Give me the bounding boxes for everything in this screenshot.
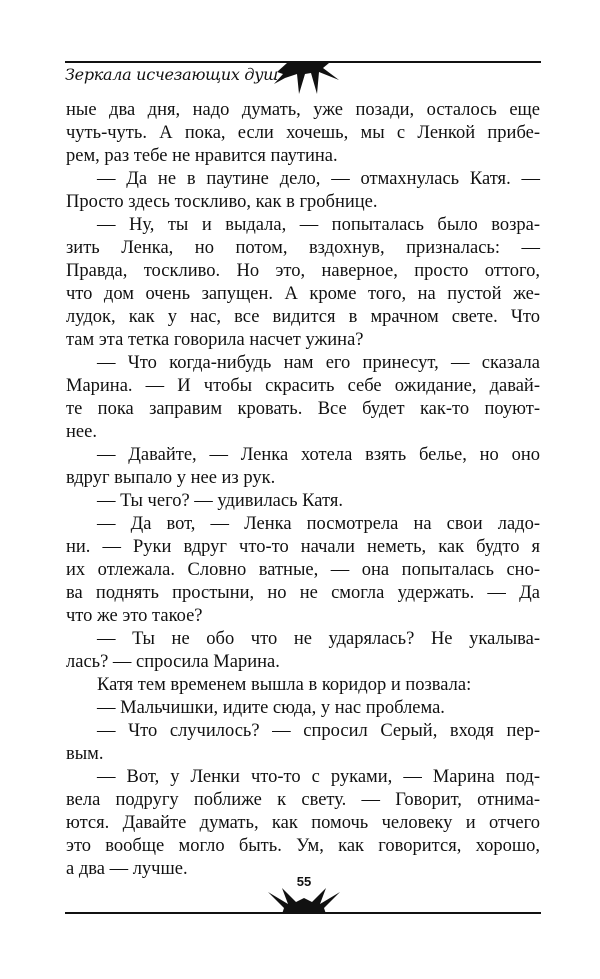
page-footer bbox=[65, 872, 541, 922]
text-line: — Что когда-нибудь нам его принесут, — сказала bbox=[97, 353, 540, 373]
text-line: — Вот, у Ленки что-то с руками, — Марина под- bbox=[97, 767, 540, 787]
text-line: лась? — спросила Марина. bbox=[66, 652, 280, 672]
text-line: — Ты чего? — удивилась Катя. bbox=[97, 491, 343, 511]
text-line: ются. Давайте думать, как помочь человеку и отчего bbox=[66, 813, 540, 833]
text-line: их отлежала. Словно ватные, — она попыталась сно- bbox=[66, 560, 540, 580]
text-line: чуть-чуть. А пока, если хочешь, мы с Ленкой прибе- bbox=[66, 123, 540, 143]
text-line: что дом очень запущен. А кроме того, на пустой же- bbox=[66, 284, 540, 304]
text-line: — Ну, ты и выдала, — попыталась было возра- bbox=[97, 215, 540, 235]
text-line: — Ты не обо что не ударялась? Не укалыва- bbox=[97, 629, 540, 649]
text-line: — Да не в паутине дело, — отмахнулась Катя. — bbox=[97, 169, 540, 189]
sunburst-ornament-icon bbox=[268, 888, 340, 914]
text-line: что же это такое? bbox=[66, 606, 203, 626]
page-body bbox=[66, 99, 540, 881]
text-line: — Давайте, — Ленка хотела взять белье, но оно bbox=[97, 445, 540, 465]
text-line: ни. — Руки вдруг что-то начали неметь, как будто я bbox=[66, 537, 540, 557]
text-line: Правда, тоскливо. Но это, наверное, просто оттого, bbox=[66, 261, 540, 281]
text-line: вела подругу поближе к свету. — Говорит, отнима- bbox=[66, 790, 540, 810]
sunburst-ornament-icon bbox=[273, 62, 343, 96]
text-line: а два — лучше. bbox=[66, 859, 188, 879]
text-line: зить Ленка, но потом, вздохнув, призналась: — bbox=[66, 238, 540, 258]
text-line: Просто здесь тоскливо, как в гробнице. bbox=[66, 192, 378, 212]
text-line: Марина. — И чтобы скрасить себе ожидание, давай- bbox=[66, 376, 540, 396]
text-line: нее. bbox=[66, 422, 97, 442]
text-line: ные два дня, надо думать, уже позади, осталось еще bbox=[66, 100, 540, 120]
footer-rule bbox=[65, 912, 541, 914]
text-line: — Мальчишки, идите сюда, у нас проблема. bbox=[97, 698, 445, 718]
book-title: Зеркала исчезающих душ bbox=[65, 65, 279, 84]
running-head bbox=[65, 52, 541, 96]
text-line: там эта тетка говорила насчет ужина? bbox=[66, 330, 364, 350]
text-line: — Что случилось? — спросил Серый, входя пер- bbox=[97, 721, 540, 741]
text-line: лудок, как у нас, все видится в мрачном свете. Что bbox=[66, 307, 540, 327]
text-line: это вообще могло быть. Ум, как говорится, хорошо, bbox=[66, 836, 540, 856]
text-line: Катя тем временем вышла в коридор и позвала: bbox=[97, 675, 472, 695]
text-line: ва поднять простыни, но не смогла удержать. — Да bbox=[66, 583, 540, 603]
page-number: 55 bbox=[296, 874, 312, 889]
text-line: те пока заправим кровать. Все будет как-то поуют- bbox=[66, 399, 540, 419]
text-line: вдруг выпало у нее из рук. bbox=[66, 468, 276, 488]
text-line: — Да вот, — Ленка посмотрела на свои ладо- bbox=[97, 514, 540, 534]
text-line: рем, раз тебе не нравится паутина. bbox=[66, 146, 338, 166]
text-line: вым. bbox=[66, 744, 104, 764]
